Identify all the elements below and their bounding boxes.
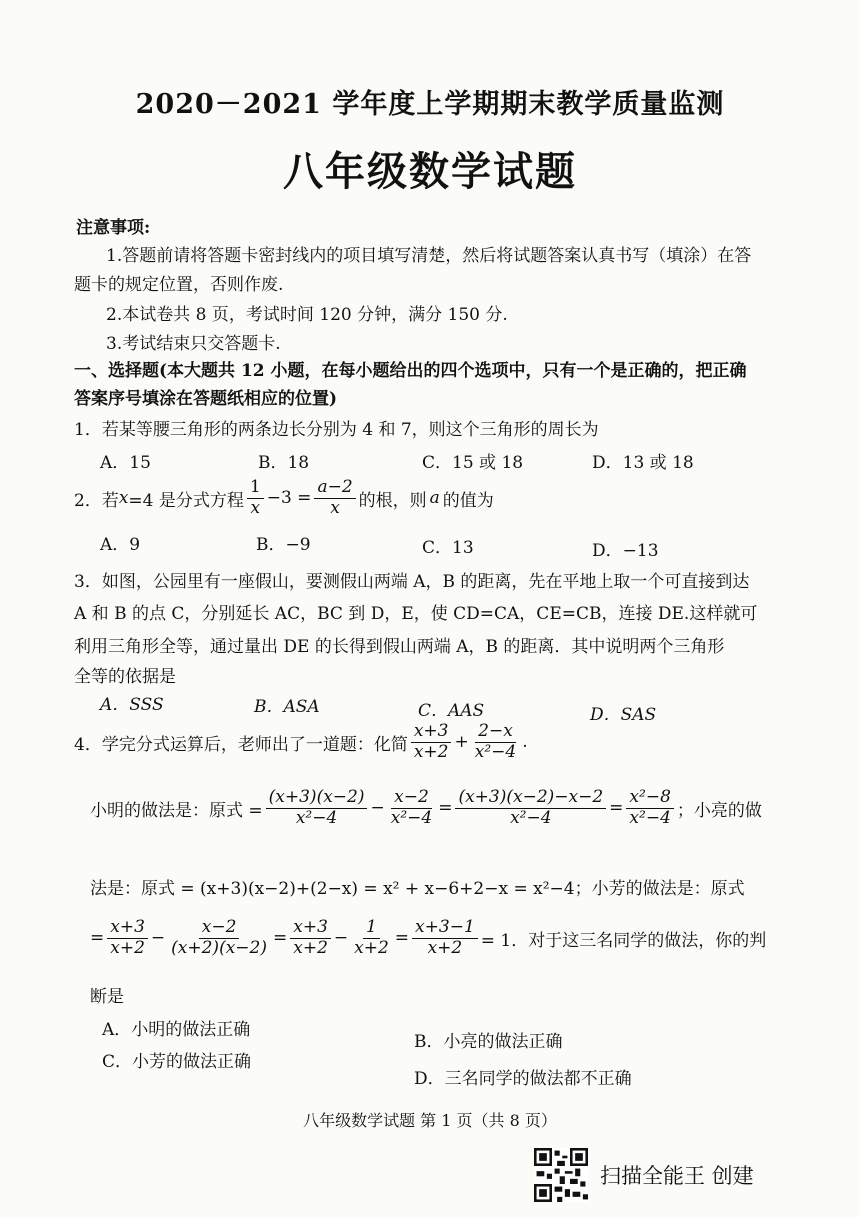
- q4-fang-minus-2: −: [333, 928, 349, 949]
- q4-fang-eq-2: =: [272, 928, 288, 949]
- q4-p5: [412, 918, 478, 958]
- q4-fang-eq-3: =: [394, 928, 410, 949]
- question-3-line-2: A 和 B 的点 C，分别延长 AC，BC 到 D，E，使 CD=CA，CE=CB，连接 DE.这样就可: [74, 604, 758, 624]
- q4-option-b: B．小亮的做法正确: [414, 1032, 563, 1052]
- q4-stem-text: 4．学完分式运算后，老师出了一道题：化简: [74, 734, 408, 755]
- q1-option-d: D．13 或 18: [592, 453, 694, 473]
- q4-fang-line: [90, 918, 766, 958]
- q1-option-a: A．15: [100, 453, 151, 473]
- q4-liang-line: 法是：原式 = (x+3)(x−2)+(2−x) = x² + x−6+2−x = x²−4；小芳的做法是：原式: [90, 879, 745, 899]
- q4-m2-den: x²−4: [390, 807, 433, 828]
- q4-p5-num: x+3−1: [412, 918, 478, 939]
- q4-p1: [107, 918, 148, 958]
- question-1-stem: 1．若某等腰三角形的两条边长分别为 4 和 7，则这个三角形的周长为: [74, 420, 599, 440]
- q4-m1-num: (x+3)(x−2): [266, 788, 368, 809]
- q2-frac2-num: a−2: [314, 478, 355, 499]
- q4-m3-num: (x+3)(x−2)−x−2: [455, 788, 606, 809]
- q3-option-c: C．AAS: [418, 701, 485, 721]
- q4-p4: [351, 918, 392, 958]
- q4-fang-eq: =: [90, 928, 105, 949]
- q4-p4-den: x+2: [354, 937, 389, 958]
- q2-prefix: 2．若: [74, 490, 119, 511]
- q4-m3-den: x²−4: [510, 807, 552, 828]
- q4-m4-den: x²−4: [629, 807, 671, 828]
- q2-var-a: a: [429, 488, 440, 509]
- q4-option-c: C．小芳的做法正确: [102, 1052, 252, 1072]
- q4-ming-post: ；小亮的做: [676, 800, 762, 821]
- q4-fang-post: = 1．对于这三名同学的做法，你的判: [480, 930, 767, 951]
- notice-item-1: 1.答题前请将答题卡密封线内的项目填写清楚，然后将试题答案认真书写（填涂）在答: [106, 246, 752, 266]
- q2-frac1-num: 1: [247, 478, 264, 499]
- q2-frac1-den: x: [250, 497, 261, 518]
- q4-m4-num: x²−8: [626, 788, 673, 809]
- q2-frac2-den: x: [330, 497, 340, 518]
- notice-item-3: 3.考试结束只交答题卡.: [106, 334, 281, 354]
- q4-option-d: D．三名同学的做法都不正确: [414, 1069, 632, 1089]
- q2-post2: 的值为: [442, 490, 494, 511]
- q4-minus: −: [370, 798, 385, 819]
- q4-p1-den: x+2: [110, 937, 145, 958]
- q4-m1-den: x²−4: [295, 807, 338, 828]
- q2-fraction-1: [247, 478, 264, 518]
- q4-p4-num: 1: [363, 918, 380, 939]
- q4-p3-num: x+3: [290, 918, 331, 939]
- question-3-line-1: 3．如图，公园里有一座假山，要测假山两端 A，B 的距离，先在平地上取一个可直接到达: [74, 572, 750, 592]
- q4-f1-den: x+2: [413, 741, 449, 762]
- notice-item-2: 2.本试卷共 8 页，考试时间 120 分钟，满分 150 分.: [106, 305, 508, 325]
- q4-p2-num: x−2: [199, 918, 240, 939]
- q4-p1-num: x+3: [107, 918, 148, 939]
- q1-option-b: B．18: [258, 453, 310, 473]
- q4-eq-2: =: [609, 798, 624, 819]
- qr-code-icon: [534, 1148, 588, 1202]
- exam-subtitle: 八年级数学试题: [283, 148, 577, 195]
- q4-m1: [266, 788, 368, 828]
- q4-p3: [290, 918, 331, 958]
- q2-option-d: D．−13: [592, 541, 659, 561]
- notice-heading: 注意事项:: [76, 218, 151, 238]
- q2-option-a: A．9: [100, 535, 141, 555]
- q2-text-eq: =4 是分式方程: [128, 490, 244, 511]
- question-2-stem: [74, 478, 494, 518]
- q4-m2-num: x−2: [391, 788, 432, 809]
- q4-m3: [455, 788, 606, 828]
- q3-option-a: A．SSS: [100, 695, 164, 715]
- q2-minus3: −3 =: [266, 488, 312, 509]
- question-3-line-4: 全等的依据是: [74, 667, 176, 687]
- q4-ming-line: [90, 788, 762, 828]
- q1-option-c: C．15 或 18: [422, 453, 524, 473]
- q4-f1-num: x+3: [411, 722, 452, 743]
- q4-p3-den: x+2: [293, 937, 328, 958]
- q4-fang-minus-1: −: [150, 928, 166, 949]
- scanner-watermark: 扫描全能王 创建: [600, 1164, 754, 1188]
- q2-post: 的根，则: [358, 490, 427, 511]
- q4-m4: [626, 788, 673, 828]
- q4-p2: [168, 918, 270, 958]
- q4-p5-den: x+2: [427, 937, 463, 958]
- q4-option-a: A．小明的做法正确: [102, 1020, 251, 1040]
- q2-option-c: C．13: [422, 538, 474, 558]
- q2-option-b: B．−9: [256, 535, 311, 555]
- q3-option-b: B．ASA: [254, 697, 320, 717]
- exam-title: 2020－2021 学年度上学期期末教学质量监测: [135, 89, 725, 120]
- q4-m2: [388, 788, 435, 828]
- q4-plus: +: [454, 732, 469, 753]
- q3-option-d: D．SAS: [590, 705, 657, 725]
- question-4-stem: [74, 722, 528, 762]
- question-3-line-3: 利用三角形全等，通过量出 DE 的长得到假山两端 A，B 的距离．其中说明两个三角形: [74, 637, 725, 657]
- q2-var-x: x: [118, 488, 129, 509]
- page-footer: 八年级数学试题 第 1 页（共 8 页）: [303, 1111, 557, 1130]
- section-heading: 一、选择题(本大题共 12 小题，在每小题给出的四个选项中，只有一个是正确的，把正确: [74, 361, 747, 381]
- q4-ming-pre: 小明的做法是：原式 =: [90, 800, 263, 821]
- q4-judge: 断是: [90, 987, 124, 1007]
- q4-eq-1: =: [438, 798, 453, 819]
- q4-period: .: [522, 732, 528, 753]
- q4-p2-den: (x+2)(x−2): [171, 937, 267, 958]
- q4-f2-den: x²−4: [474, 741, 517, 762]
- q2-fraction-2: [314, 478, 355, 518]
- section-heading-cont: 答案序号填涂在答题纸相应的位置): [74, 389, 338, 409]
- q4-frac-1: [411, 722, 452, 762]
- notice-item-1-cont: 题卡的规定位置，否则作废.: [74, 275, 284, 295]
- q4-f2-num: 2−x: [475, 722, 516, 743]
- q4-frac-2: [472, 722, 519, 762]
